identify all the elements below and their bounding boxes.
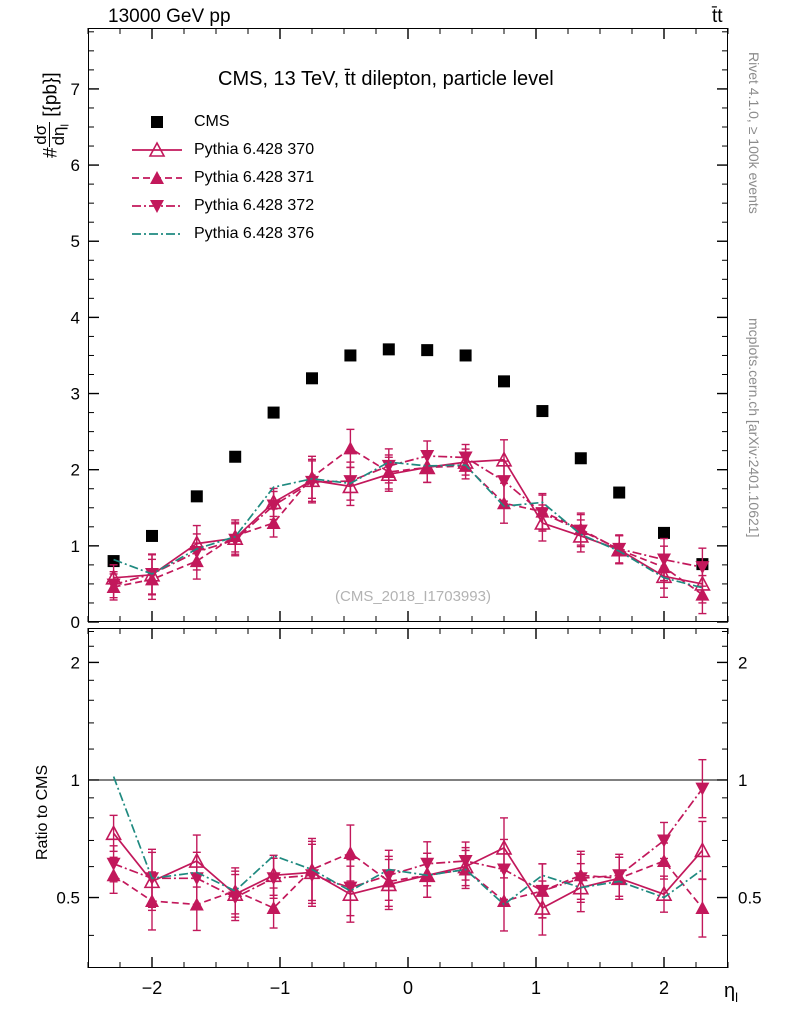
ratio-marker-2-6 [343,846,357,859]
header-right: t̄t [712,6,723,27]
x-tick-label: 1 [530,978,542,998]
y-tick-label: 2 [70,460,80,480]
legend-item-4 [130,220,314,248]
legend-item-2 [130,164,314,192]
legend-swatch-2 [130,167,184,189]
ratio-marker-3-14 [657,834,671,847]
ratio-y-tick-label: 0.5 [56,888,80,908]
ratio-y-tick-label-right: 2 [738,653,748,673]
x-tick-label: −2 [141,978,163,998]
x-tick-label: 0 [402,978,414,998]
y-tick-label: 6 [70,156,80,176]
ratio-y-tick-label-right: 0.5 [738,888,762,908]
legend-label-0: CMS [194,113,230,130]
y-tick-label: 0 [70,613,80,632]
legend-swatch-4 [130,223,184,245]
header-left: 13000 GeV pp [108,6,231,27]
y-tick-label: 7 [70,79,80,99]
ratio-y-tick-label: 2 [70,653,80,673]
legend-marker-0 [151,116,163,128]
x-tick-label: 2 [658,978,670,998]
legend-label-4: Pythia 6.428 376 [194,225,315,242]
ratio-marker-3-10 [497,863,511,876]
ratio-y-tick-label: 1 [70,770,80,790]
ratio-y-tick-label-right: 1 [738,770,748,790]
legend-item-3 [130,192,314,220]
x-tick-label: −1 [269,978,291,998]
legend-marker-2 [150,171,164,184]
y-tick-label: 4 [70,308,80,328]
ratio-marker-3-3 [228,892,242,905]
legend-label-3: Pythia 6.428 372 [194,197,315,214]
legend-swatch-3 [130,195,184,217]
plot-page: 13000 GeV pp t̄t # dσ $d\eta_l$ [{pb}] Ratio to CMS $\eta_l$ Rivet 4.1.0, ≥ 100k events mcplots.cern.ch [arXiv:2401.10621] 0 1 2 3 4 5 6 7 CMS, 13 TeV, t̄t dilepton, particle level (CMS_2018_I1703993) 0.5 0.5 1 1 2 2 −2 −1 0 1 2 CMS Pythia 6.428 370 Pythia 6.428 371 Pythia 6.428 372 Pythia 6.428 376 [0,0,786,1024]
ratio-marker-3-0 [107,858,121,871]
legend-swatch-1 [130,139,184,161]
analysis-id-watermark: (CMS_2018_I1703993) [335,588,491,605]
legend-swatch-0 [130,111,184,133]
y-tick-label: 3 [70,384,80,404]
y-tick-label: 5 [70,232,80,252]
legend [130,108,314,248]
x-axis-title: $\eta_l$ [724,980,739,1005]
legend-item-0 [130,108,314,136]
legend-item-1 [130,136,314,164]
legend-label-2: Pythia 6.428 371 [194,169,315,186]
ratio-marker-3-8 [420,858,434,871]
plot-title: CMS, 13 TeV, t̄t dilepton, particle level [218,68,554,90]
y-tick-label: 1 [70,536,80,556]
ratio-marker-3-15 [695,783,709,796]
legend-label-1: Pythia 6.428 370 [194,141,315,158]
ratio-series-line-4 [114,777,703,905]
